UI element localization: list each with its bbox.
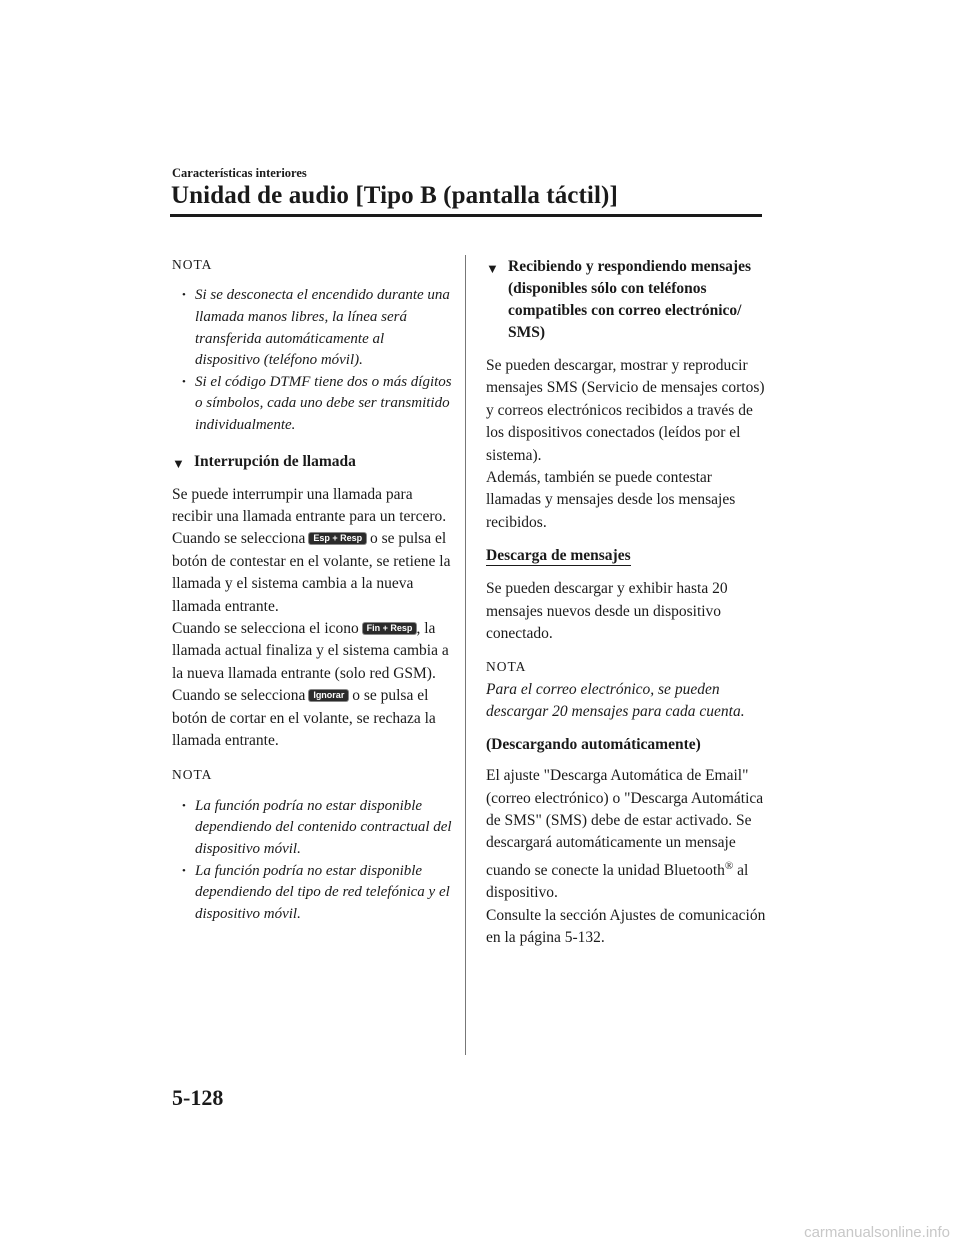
paragraph-ignorar — [172, 685, 452, 752]
ignorar-button-icon: Ignorar — [309, 690, 348, 701]
section-label: Características interiores — [172, 166, 307, 180]
triangle-marker-icon: ▼ — [486, 261, 499, 276]
fin-resp-button-icon: Fin + Resp — [363, 623, 417, 634]
page-title: Unidad de audio [Tipo B (pantalla táctil)] — [171, 182, 618, 209]
paragraph: Se puede interrumpir una llamada para recibir una llamada entrante para un tercero. — [172, 485, 447, 525]
bullet-icon: • — [182, 289, 186, 302]
note-item — [182, 372, 452, 437]
section-heading-interrupt — [172, 451, 452, 473]
subheading-auto-download: (Descargando automáticamente) — [486, 735, 701, 753]
note-item-text: La función podría no estar disponible dependiendo del contenido contractual del dispositivo móvil. — [195, 797, 452, 858]
paragraph-text: Cuando se selecciona — [172, 687, 306, 705]
section-heading-text: Interrupción de llamada — [194, 452, 356, 470]
esp-resp-button-icon: Esp + Resp — [309, 533, 366, 544]
paragraph-text: o se pulsa el botón de cortar en el volante, se rechaza la llamada entrante. — [172, 687, 436, 750]
paragraph: Se pueden descargar y exhibir hasta 20 mensajes nuevos desde un dispositivo conectado. — [486, 580, 728, 643]
paragraph-text: El ajuste "Descarga Automática de Email" (correo electrónico) o "Descarga Automática de SMS" (SMS) debe de estar activado. Se descargará automáticamente un mensaje cuando se conecte la unidad Bluetooth — [486, 767, 764, 879]
note-list — [172, 285, 452, 436]
note-item — [182, 796, 452, 861]
paragraph: Además, también se puede contestar llamadas y mensajes desde los mensajes recibidos. — [486, 469, 736, 531]
paragraph-text: al dispositivo. — [486, 861, 749, 902]
section-heading-messages — [486, 256, 766, 344]
note-item-text: Si el código DTMF tiene dos o más dígitos o símbolos, cada uno debe ser transmitido individualmente. — [195, 373, 452, 433]
watermark: carmanualsonline.info — [804, 1224, 950, 1241]
bullet-icon: • — [182, 375, 186, 388]
triangle-marker-icon: ▼ — [172, 455, 185, 471]
page-number: 5-128 — [172, 1085, 224, 1110]
note-item-text: Si se desconecta el encendido durante una llamada manos libres, la línea será transferida automáticamente al dispositivo (teléfono móvil). — [195, 287, 450, 369]
paragraph-text: Cuando se selecciona el icono — [172, 620, 359, 637]
paragraph: Consulte la sección Ajustes de comunicación en la página 5-132. — [486, 906, 766, 947]
paragraph: Se pueden descargar, mostrar y reproducir mensajes SMS (Servicio de mensajes cortos) y correos electrónicos recibidos a través de los dispositivos conectados (leídos por el sistema). — [486, 357, 765, 464]
column-divider — [465, 255, 466, 1055]
right-column — [486, 256, 766, 950]
paragraph-esp-resp — [172, 528, 452, 618]
bullet-icon: • — [182, 799, 186, 812]
left-column — [172, 254, 452, 925]
note-item-text: La función podría no estar disponible dependiendo del tipo de red telefónica y el dispositivo móvil. — [195, 862, 450, 922]
note-item — [182, 861, 452, 926]
subheading-download: Descarga de mensajes — [486, 547, 631, 565]
paragraph-text: o se pulsa el botón de contestar en el volante, se retiene la llamada y el sistema cambia a la nueva llamada entrante. — [172, 530, 451, 615]
header-divider — [170, 214, 762, 217]
note-label: NOTA — [486, 659, 527, 675]
note-label: NOTA — [172, 767, 213, 783]
bullet-icon: • — [182, 864, 186, 877]
note-label: NOTA — [172, 257, 213, 272]
registered-mark: ® — [724, 859, 734, 872]
section-heading-text: Recibiendo y respondiendo mensajes (disponibles sólo con teléfonos compatibles con correo electrónico/ SMS) — [508, 258, 751, 341]
paragraph-text: Cuando se selecciona — [172, 530, 306, 548]
note-item — [182, 285, 452, 371]
note-text: Para el correo electrónico, se pueden descargar 20 mensajes para cada cuenta. — [486, 680, 745, 721]
paragraph-fin-resp — [172, 618, 452, 685]
note-list — [172, 796, 452, 926]
paragraph-text: , la llamada actual finaliza y el sistema cambia a la nueva llamada entrante (solo red GSM). — [172, 620, 449, 682]
paragraph-auto-download — [486, 765, 766, 905]
